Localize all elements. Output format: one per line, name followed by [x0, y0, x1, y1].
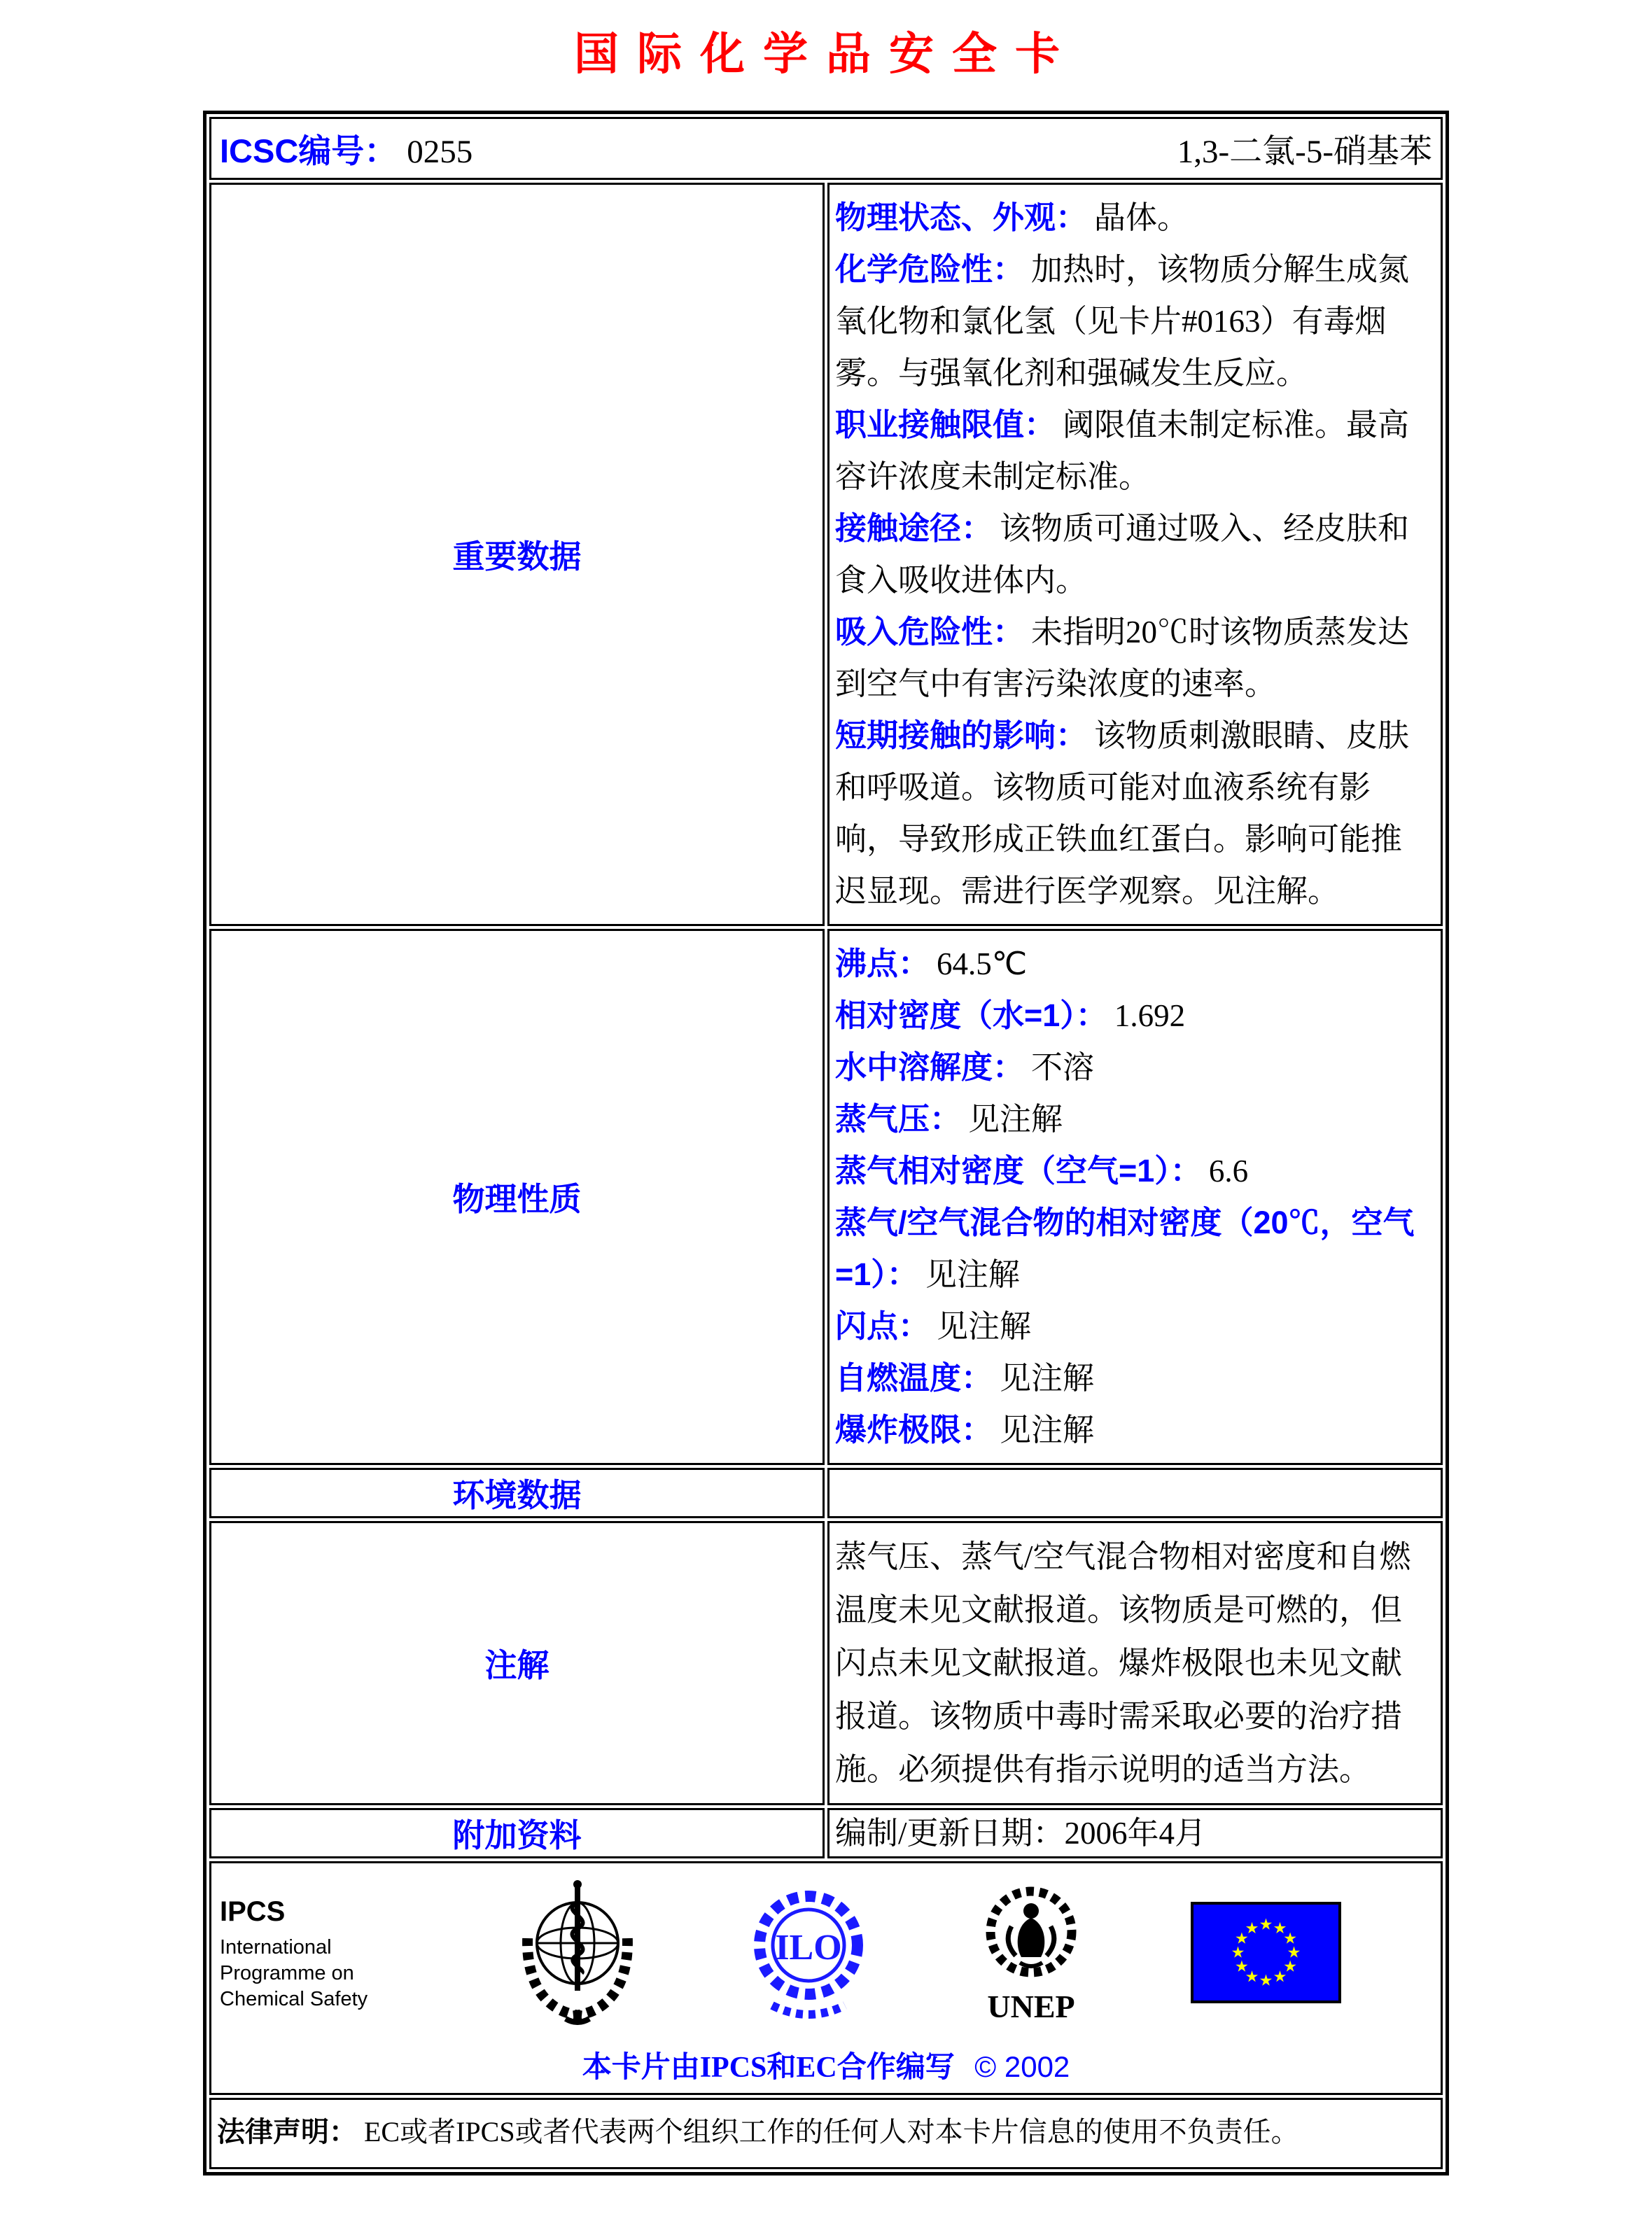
field-value: 64.5℃ — [937, 946, 1028, 981]
physical-item — [835, 1145, 1432, 1197]
environmental-data-row-label: 环境数据 — [209, 1468, 825, 1518]
field-value: 未指明20℃时该物质蒸发达到空气中有害污染浓度的速率。 — [835, 615, 1410, 701]
who-icon — [511, 1879, 644, 2031]
field-label: 自燃温度： — [835, 1360, 993, 1396]
physical-item — [835, 1404, 1432, 1456]
chemical-name: 1,3-二氯-5-硝基苯 — [1177, 133, 1432, 170]
physical-properties-row — [209, 929, 1443, 1465]
legal-text: EC或者IPCS或者代表两个组织工作的任何人对本卡片信息的使用不负责任。 — [364, 2116, 1299, 2148]
field-label: 蒸气相对密度（空气=1）： — [835, 1153, 1202, 1189]
important-item — [835, 192, 1432, 244]
field-value: 晶体。 — [1094, 200, 1189, 235]
field-label: 沸点： — [835, 946, 930, 981]
svg-text:ILO: ILO — [775, 1928, 842, 1968]
physical-item — [835, 990, 1432, 1042]
credit-line — [211, 2044, 1441, 2086]
field-value: 不溶 — [1031, 1050, 1095, 1085]
important-item — [835, 399, 1432, 503]
additional-info-row-label: 附加资料 — [209, 1808, 825, 1858]
field-label: 吸入危险性： — [835, 614, 1025, 650]
field-value: 该物质刺激眼睛、皮肤和呼吸道。该物质可能对血液系统有影响，导致形成正铁血红蛋白。影响可能推迟显现。需进行医学观察。见注解。 — [835, 718, 1410, 909]
update-date-value: 2006年4月 — [1064, 1816, 1207, 1851]
important-data-row — [209, 183, 1443, 926]
field-label: 化学危险性： — [835, 251, 1025, 287]
field-label: 短期接触的影响： — [835, 717, 1088, 753]
physical-properties-content — [827, 929, 1443, 1465]
header-row — [209, 117, 1443, 180]
field-label: 接触途径： — [835, 510, 993, 546]
field-value: 见注解 — [1000, 1361, 1095, 1396]
notes-row — [209, 1521, 1443, 1805]
page-title: 国际化学品安全卡 — [574, 29, 1078, 79]
physical-item — [835, 1352, 1432, 1404]
field-value: 阈限值未制定标准。最高容许浓度未制定标准。 — [835, 407, 1410, 494]
important-item — [835, 606, 1432, 710]
icsc-number-group — [220, 125, 472, 172]
field-value: 加热时，该物质分解生成氮氧化物和氯化氢（见卡片#0163）有毒烟雾。与强氧化剂和强碱发生反应。 — [835, 252, 1410, 391]
ipcs-text-block — [220, 1896, 409, 2012]
field-label: 爆炸极限： — [835, 1412, 993, 1448]
environmental-data-row — [209, 1468, 1443, 1518]
credit-text: 本卡片由IPCS和EC合作编写 — [582, 2052, 955, 2084]
important-data-row-label: 重要数据 — [209, 183, 825, 926]
legal-row — [209, 2098, 1443, 2169]
physical-item — [835, 1301, 1432, 1352]
field-label: 物理状态、外观： — [835, 199, 1088, 235]
notes-content — [827, 1521, 1443, 1805]
field-value: 见注解 — [937, 1309, 1032, 1344]
field-label: 职业接触限值： — [835, 407, 1056, 442]
icsc-number-value: 0255 — [407, 133, 473, 170]
logos-cell — [209, 1861, 1443, 2095]
important-item — [835, 244, 1432, 399]
important-data-content — [827, 183, 1443, 926]
field-label: 闪点： — [835, 1308, 930, 1344]
field-label: 相对密度（水=1）： — [835, 997, 1107, 1033]
notes-row-label: 注解 — [209, 1521, 825, 1805]
important-item — [835, 503, 1432, 606]
physical-properties-row-label: 物理性质 — [209, 929, 825, 1465]
ipcs-line1: International — [220, 1936, 332, 1959]
field-label: 蒸气/空气混合物的相对密度（20℃，空气=1）： — [835, 1205, 1415, 1292]
field-value: 1.692 — [1114, 998, 1186, 1033]
additional-info-row — [209, 1808, 1443, 1858]
icsc-table — [203, 111, 1449, 2176]
field-value: 见注解 — [925, 1257, 1020, 1292]
header-cell — [209, 117, 1443, 180]
ilo-icon — [746, 1881, 872, 2028]
ipcs-line3: Chemical Safety — [220, 1988, 368, 2010]
field-value: 见注解 — [968, 1102, 1063, 1137]
additional-info-content — [827, 1808, 1443, 1858]
legal-cell — [209, 2098, 1443, 2169]
field-label: 水中溶解度： — [835, 1049, 1025, 1085]
copyright-text: © 2002 — [974, 2050, 1070, 2083]
unep-icon — [974, 1877, 1089, 2031]
svg-text:UNEP: UNEP — [986, 1989, 1075, 2024]
logos-row — [209, 1861, 1443, 2095]
physical-item — [835, 1042, 1432, 1093]
ipcs-title: IPCS — [220, 1896, 286, 1927]
important-item — [835, 710, 1432, 917]
update-date-label: 编制/更新日期： — [835, 1816, 1065, 1851]
field-label: 蒸气压： — [835, 1101, 962, 1137]
physical-item — [835, 938, 1432, 990]
icsc-number-label: ICSC编号： — [220, 132, 398, 169]
eu-flag-icon — [1191, 1902, 1341, 2007]
physical-item — [835, 1197, 1432, 1301]
field-value: 该物质可通过吸入、经皮肤和食入吸收进体内。 — [835, 511, 1410, 598]
legal-label: 法律声明： — [217, 2117, 357, 2148]
field-value: 6.6 — [1208, 1154, 1249, 1189]
notes-text: 蒸气压、蒸气/空气混合物相对密度和自燃温度未见文献报道。该物质是可燃的，但闪点未见文献报道。爆炸极限也未见文献报道。该物质中毒时需采取必要的治疗措施。必须提供有指示说明的适当方法。 — [835, 1539, 1411, 1787]
field-value: 见注解 — [1000, 1413, 1095, 1448]
environmental-data-content — [827, 1468, 1443, 1518]
physical-item — [835, 1093, 1432, 1145]
ipcs-line2: Programme on — [220, 1962, 354, 1984]
